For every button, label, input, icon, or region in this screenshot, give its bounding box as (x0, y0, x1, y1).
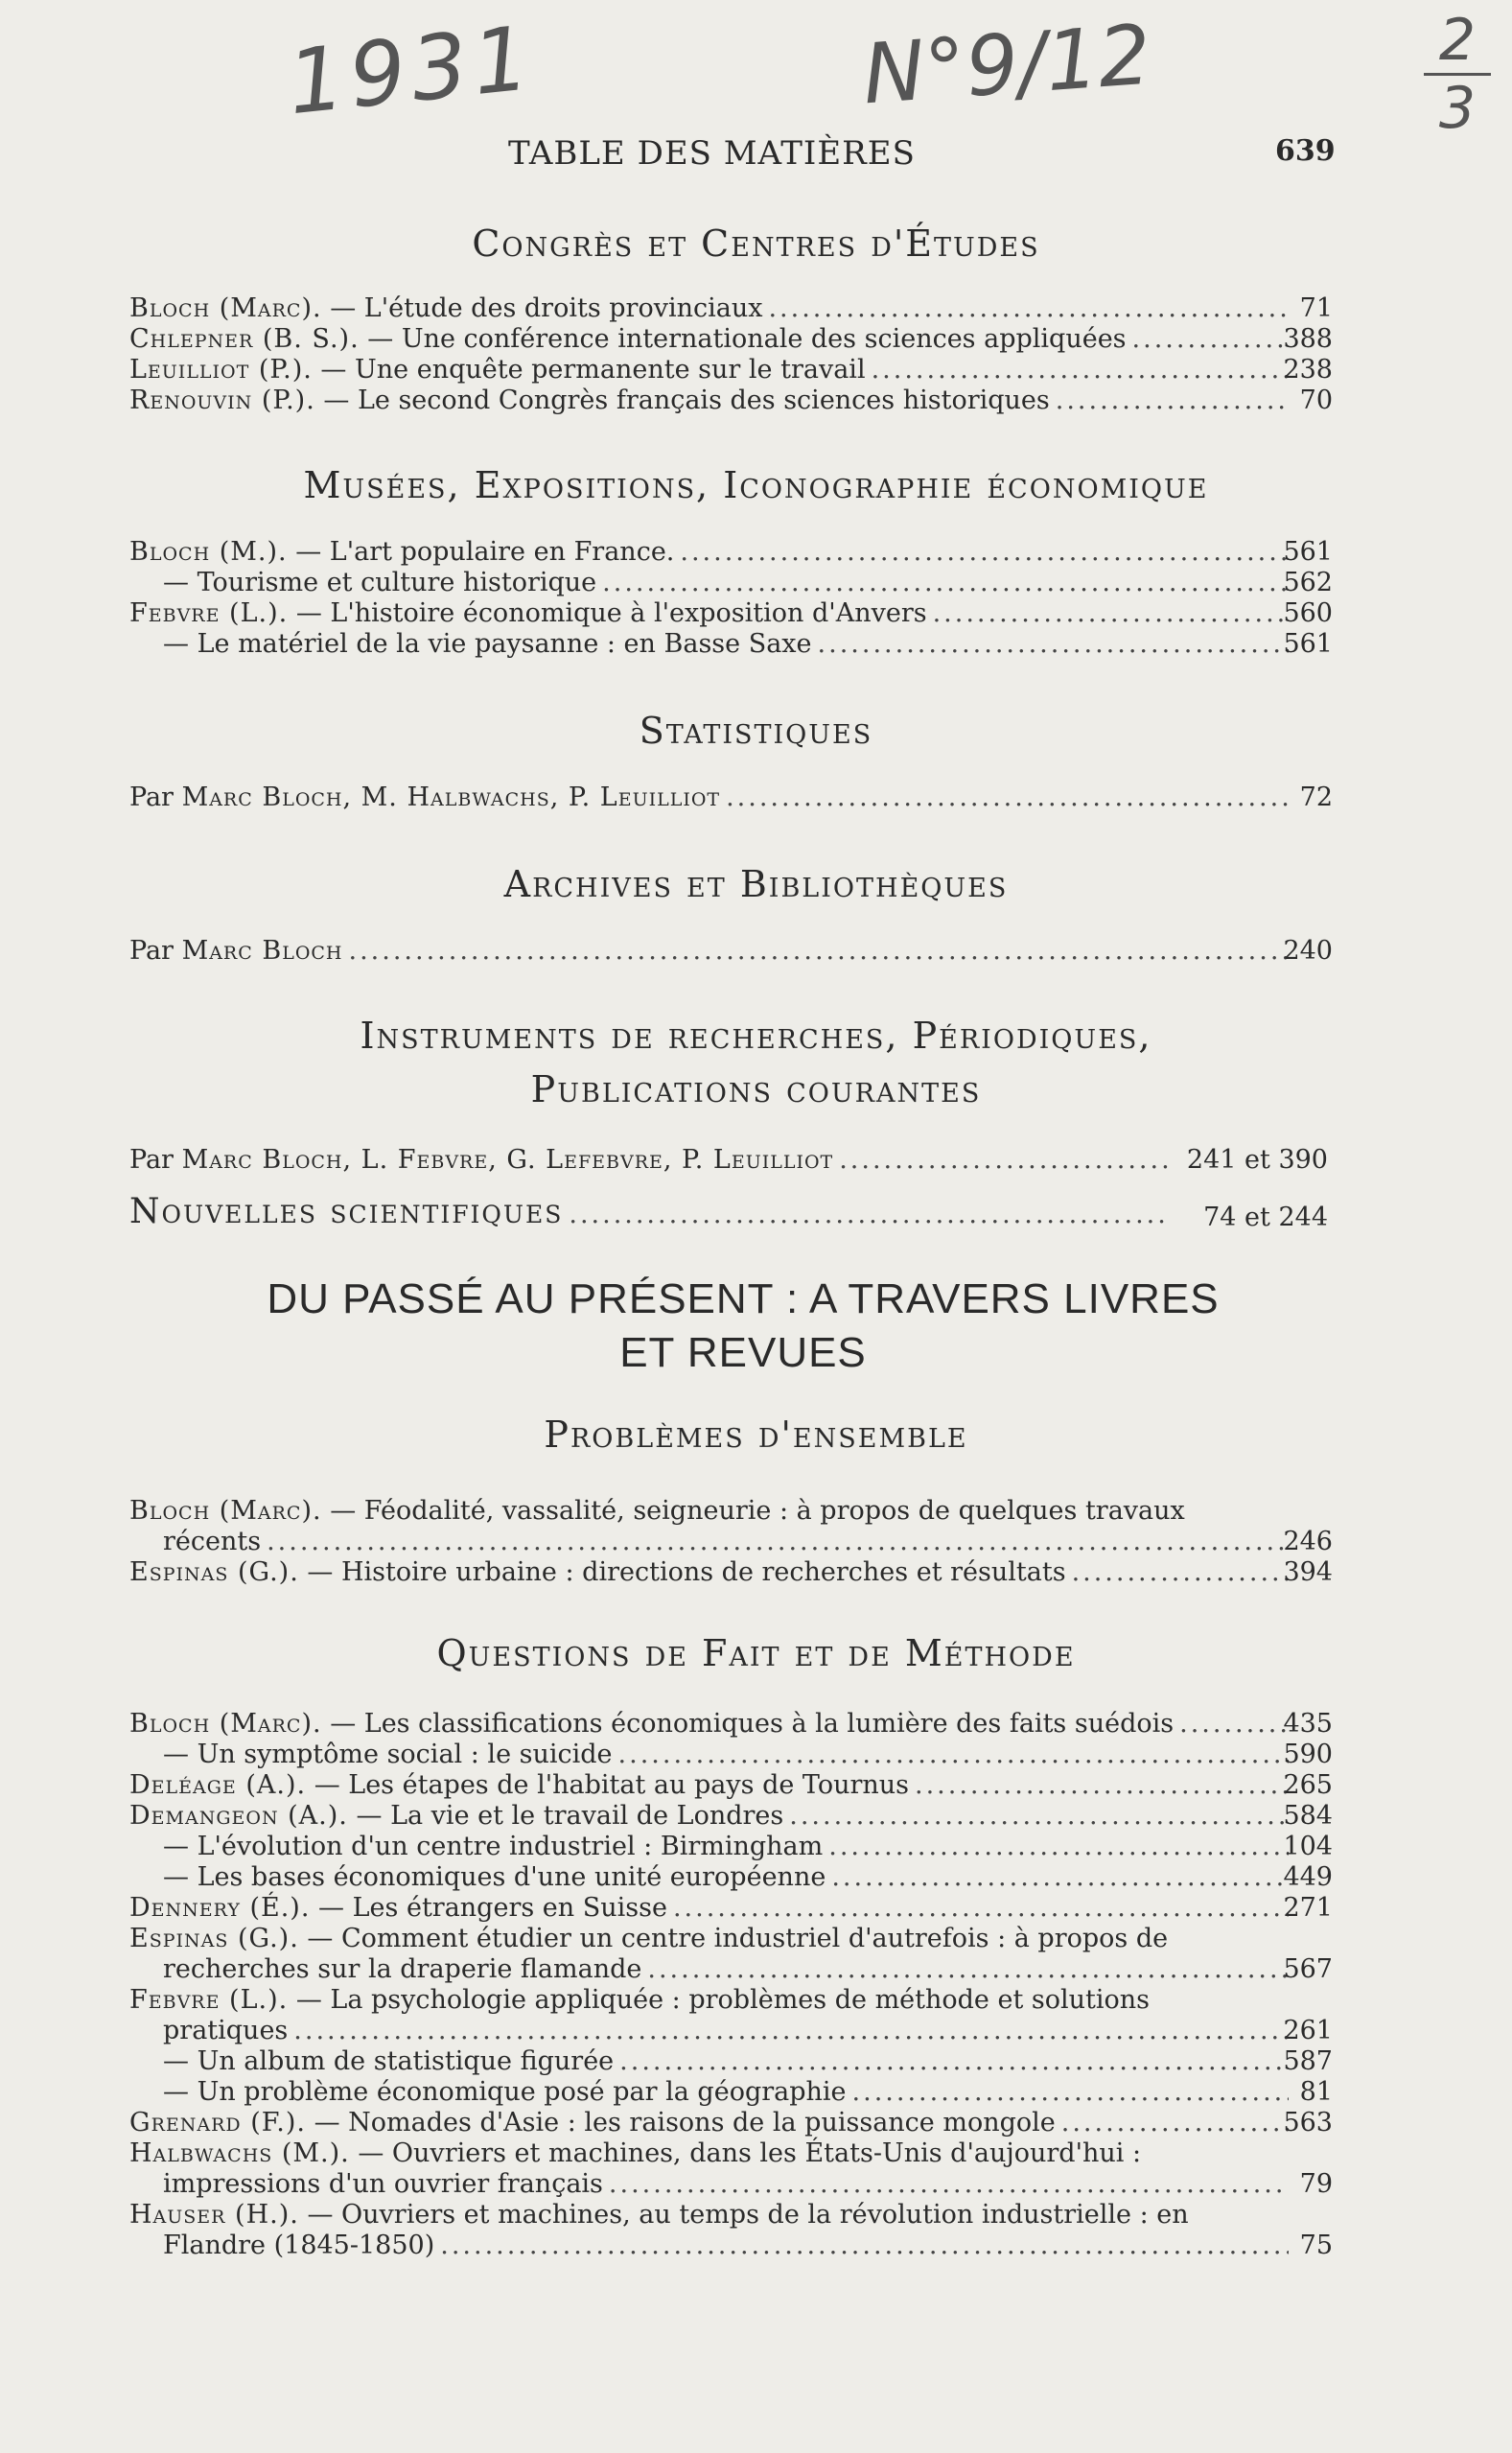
toc-entry (129, 355, 1333, 385)
section-title-archives: Archives et Bibliothèques (503, 863, 1009, 905)
toc-entry (129, 1770, 1333, 1801)
leader-dots (915, 1770, 1289, 1801)
toc-entry (129, 2046, 1333, 2077)
entry-title: — Les classifications économiques à la lumière des faits suédois (330, 1709, 1175, 1739)
toc-entry (129, 537, 1333, 568)
entry-title: — La psychologie appliquée : problèmes de méthode et solutions (295, 1985, 1151, 2015)
nouvelles-title: Nouvelles scientifiques (129, 1192, 564, 1231)
toc-entry (129, 1924, 1333, 1985)
toc-entry (129, 1832, 1333, 1862)
handwritten-fraction (1424, 8, 1491, 141)
leader-dots (852, 2077, 1289, 2108)
entry-author: Bloch (Marc). (129, 293, 322, 323)
leader-dots (818, 629, 1289, 660)
entry-title: — Les étapes de l'habitat au pays de Tournus (314, 1770, 910, 1800)
entry-title: — Ouvriers et machines, au temps de la révolution industrielle : en (307, 2200, 1189, 2230)
entry-author: Bloch (Marc). (129, 1709, 322, 1739)
leader-dots (618, 1740, 1289, 1770)
leader-dots (602, 568, 1289, 598)
entry-page: 563 (1283, 2108, 1333, 2138)
fraction-bottom: 3 (1438, 75, 1477, 142)
leader-dots (569, 1200, 1169, 1230)
entry-author: Dennery (É.). (129, 1893, 311, 1923)
entry-title: — L'étude des droits provinciaux (330, 293, 763, 323)
toc-entry (129, 385, 1333, 416)
leader-dots (872, 355, 1289, 385)
entry-title-continued: pratiques (163, 2016, 289, 2045)
section-title-instruments-line1: Instruments de recherches, Périodiques, (360, 1015, 1152, 1057)
entry-title: — Les étrangers en Suisse (318, 1893, 667, 1923)
leader-dots (680, 537, 1289, 568)
entry-title: — Le second Congrès français des sciences historiques (323, 385, 1050, 415)
entry-title: — Comment étudier un centre industriel d'autrefois : à propos de (307, 1924, 1169, 1953)
leader-dots (768, 293, 1289, 324)
entry-page: 265 (1283, 1770, 1333, 1800)
leader-dots (828, 1832, 1289, 1862)
entry-title: — L'art populaire en France. (295, 537, 675, 567)
toc-entry (129, 1893, 1333, 1924)
entry-page: 388 (1283, 324, 1333, 354)
toc-entry (129, 1557, 1333, 1588)
entry-authors: Marc Bloch, L. Febvre, G. Lefebvre, P. Leuilliot (181, 1145, 834, 1175)
leader-dots (673, 1893, 1289, 1924)
entry-page: 561 (1283, 629, 1333, 659)
leader-dots (1056, 385, 1289, 416)
toc-entry (129, 568, 1333, 598)
entry-title: — Un problème économique posé par la géographie (163, 2077, 847, 2107)
entry-page: 435 (1283, 1709, 1333, 1739)
section-musees-list (129, 537, 1333, 660)
section-title-questions: Questions de Fait et de Méthode (436, 1632, 1076, 1674)
handwritten-year: 1931 (283, 6, 541, 135)
instruments-entry (129, 1145, 1328, 1176)
archives-entry (129, 936, 1333, 967)
entry-page: 104 (1283, 1832, 1333, 1861)
entry-author: Leuilliot (P.). (129, 355, 313, 385)
entry-title-continued: recherches sur la draperie flamande (163, 1954, 642, 1984)
toc-entry (129, 2077, 1333, 2108)
leader-dots (440, 2231, 1289, 2261)
section-title-musees: Musées, Expositions, Iconographie économique (303, 464, 1209, 506)
entry-author: Demangeon (A.). (129, 1801, 348, 1831)
toc-entry (129, 293, 1333, 324)
entry-page: 449 (1283, 1862, 1333, 1892)
entry-title: — Les bases économiques d'une unité européenne (163, 1862, 826, 1892)
entry-page: 75 (1299, 2231, 1333, 2260)
section-title-congres: Congrès et Centres d'Études (472, 222, 1040, 265)
entry-title: — L'évolution d'un centre industriel : Birmingham (163, 1832, 824, 1861)
entry-title: — Tourisme et culture historique (163, 568, 597, 597)
entry-page: 587 (1283, 2046, 1333, 2076)
leader-dots (619, 2046, 1289, 2077)
toc-entry (129, 1862, 1333, 1893)
entry-title: — Histoire urbaine : directions de recherches et résultats (307, 1557, 1066, 1587)
entry-page: 72 (1299, 783, 1333, 812)
entry-author: Febvre (L.). (129, 598, 289, 628)
entry-title: — Ouvriers et machines, dans les États-Unis d'aujourd'hui : (358, 2138, 1142, 2168)
entry-page: 261 (1283, 2016, 1333, 2045)
section-questions-list (129, 1709, 1333, 2261)
leader-dots (726, 783, 1289, 813)
entry-author: Grenard (F.). (129, 2108, 306, 2138)
nouvelles-entry (129, 1192, 1328, 1237)
entry-author: Febvre (L.). (129, 1985, 289, 2015)
entry-page: 71 (1299, 293, 1333, 323)
entry-page: 590 (1283, 1740, 1333, 1769)
entry-author: Renouvin (P.). (129, 385, 315, 415)
entry-page: 394 (1283, 1557, 1333, 1587)
statistiques-entry (129, 783, 1333, 813)
entry-title-continued: impressions d'un ouvrier français (163, 2169, 603, 2199)
leader-dots (349, 936, 1290, 967)
entry-title: — L'histoire économique à l'exposition d'Anvers (295, 598, 927, 628)
entry-title: — La vie et le travail de Londres (356, 1801, 784, 1831)
entry-author: Deléage (A.). (129, 1770, 307, 1800)
section-congres-list (129, 293, 1333, 416)
entry-page: 561 (1283, 537, 1333, 567)
toc-entry (129, 1709, 1333, 1740)
toc-entry (129, 1740, 1333, 1770)
entry-prefix: Par (129, 936, 174, 966)
section-title-instruments-line2: Publications courantes (530, 1068, 982, 1110)
entry-page: 567 (1283, 1954, 1333, 1984)
entry-title: — Féodalité, vassalité, seigneurie : à propos de quelques travaux (330, 1496, 1185, 1526)
leader-dots (839, 1145, 1169, 1176)
entry-author: Halbwachs (M.). (129, 2138, 350, 2168)
toc-entry (129, 2138, 1333, 2200)
handwritten-reference: N°9/12 (859, 7, 1154, 124)
entry-title: — Une conférence internationale des sciences appliquées (367, 324, 1127, 354)
entry-page: 584 (1283, 1801, 1333, 1831)
leader-dots (609, 2169, 1289, 2200)
entry-page: 562 (1283, 568, 1333, 597)
entry-page: 238 (1283, 355, 1333, 385)
toc-entry (129, 2200, 1333, 2261)
fraction-top: 2 (1438, 7, 1477, 74)
entry-author: Bloch (M.). (129, 537, 288, 567)
major-heading-line1: DU PASSÉ AU PRÉSENT : A TRAVERS LIVRES (267, 1275, 1220, 1322)
entry-title: — Un symptôme social : le suicide (163, 1740, 613, 1769)
leader-dots (789, 1801, 1289, 1832)
entry-page: 74 et 244 (1203, 1203, 1328, 1232)
entry-page: 81 (1299, 2077, 1333, 2107)
entry-author: Hauser (H.). (129, 2200, 299, 2230)
entry-page: 79 (1299, 2169, 1333, 2199)
entry-prefix: Par (129, 783, 174, 812)
toc-entry (129, 324, 1333, 355)
entry-title: — Une enquête permanente sur le travail (320, 355, 866, 385)
entry-prefix: Par (129, 1145, 174, 1175)
toc-entry (129, 598, 1333, 629)
leader-dots (1061, 2108, 1289, 2138)
entry-author: Espinas (G.). (129, 1924, 299, 1953)
section-problemes-list (129, 1496, 1333, 1588)
major-heading-line2: ET REVUES (619, 1329, 867, 1376)
entry-title: — Un album de statistique figurée (163, 2046, 615, 2076)
entry-title: — Nomades d'Asie : les raisons de la puissance mongole (314, 2108, 1056, 2138)
leader-dots (647, 1954, 1289, 1985)
entry-author: Bloch (Marc). (129, 1496, 322, 1526)
entry-page: 271 (1283, 1893, 1333, 1923)
entry-authors: Marc Bloch (181, 936, 343, 966)
entry-page: 241 et 390 (1186, 1145, 1328, 1175)
leader-dots (293, 2016, 1289, 2046)
entry-title-continued: Flandre (1845-1850) (163, 2231, 435, 2260)
entry-author: Chlepner (B. S.). (129, 324, 360, 354)
entry-authors: Marc Bloch, M. Halbwachs, P. Leuilliot (181, 783, 721, 812)
entry-page: 240 (1283, 936, 1333, 966)
entry-page: 246 (1283, 1527, 1333, 1556)
running-head: TABLE DES MATIÈRES (508, 134, 916, 173)
leader-dots (933, 598, 1289, 629)
section-title-problemes: Problèmes d'ensemble (544, 1413, 968, 1456)
entry-page: 70 (1299, 385, 1333, 415)
entry-title-continued: récents (163, 1527, 262, 1556)
section-title-statistiques: Statistiques (639, 710, 873, 752)
toc-entry (129, 629, 1333, 660)
entry-author: Espinas (G.). (129, 1557, 299, 1587)
entry-title: — Le matériel de la vie paysanne : en Basse Saxe (163, 629, 812, 659)
toc-entry (129, 1985, 1333, 2046)
leader-dots (831, 1862, 1289, 1893)
entry-page: 560 (1283, 598, 1333, 628)
toc-entry (129, 1496, 1333, 1557)
page-number: 639 (1275, 134, 1336, 168)
toc-entry (129, 1801, 1333, 1832)
leader-dots (267, 1527, 1289, 1557)
toc-entry (129, 2108, 1333, 2138)
